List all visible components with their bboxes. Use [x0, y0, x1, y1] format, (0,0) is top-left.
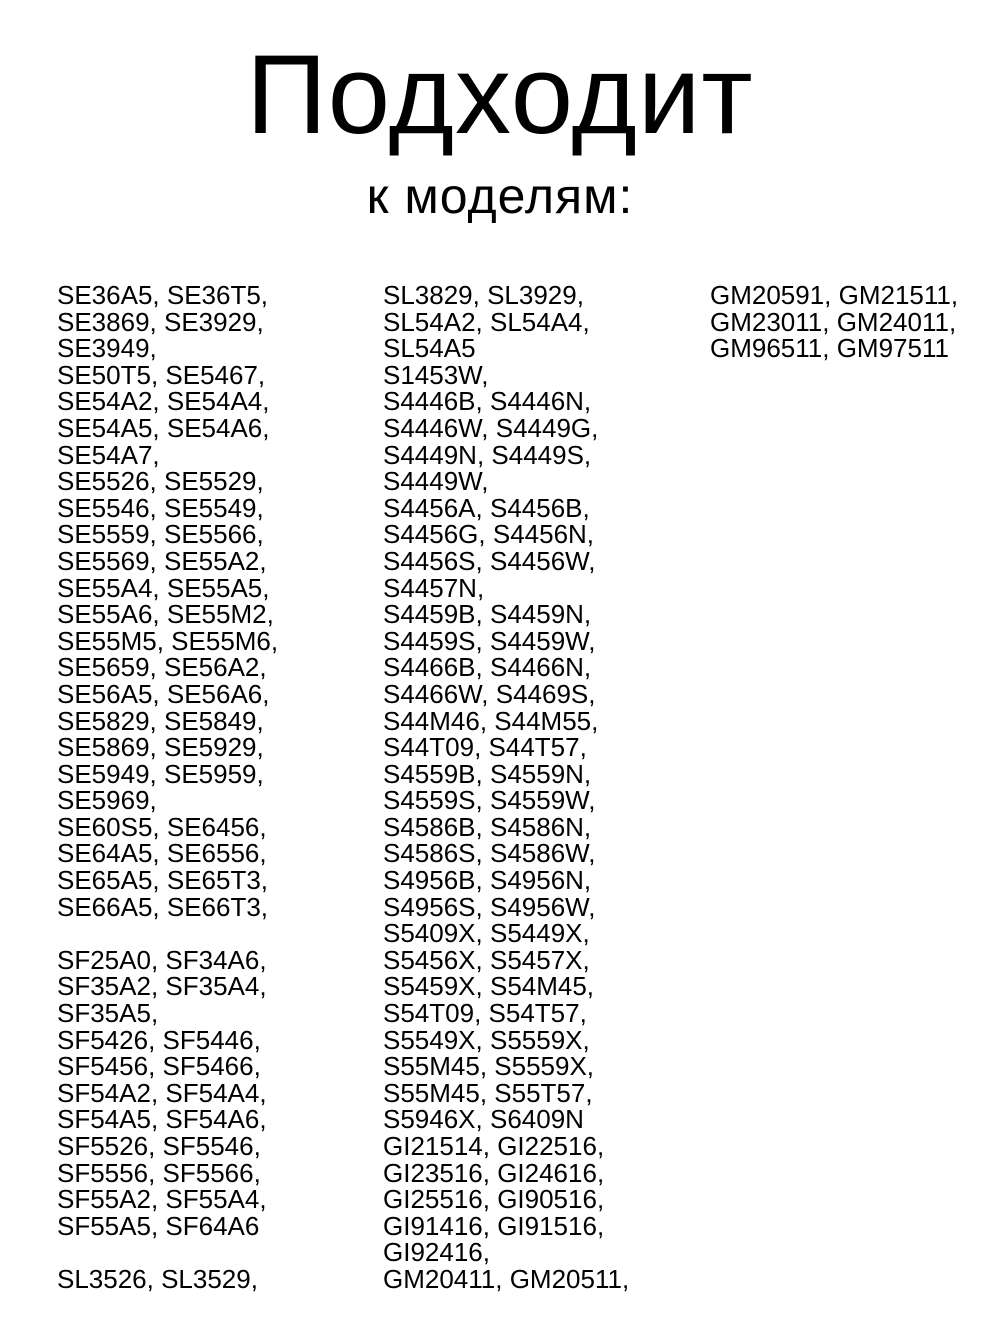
model-list-line: S5456X, S5457X, — [383, 944, 590, 975]
model-list-line: S5549X, S5559X, — [383, 1024, 590, 1055]
model-list-column-2 — [383, 282, 629, 1293]
model-list-line: S55M45, S55T57, — [383, 1077, 593, 1108]
model-list-line: SF5526, SF5546, — [57, 1131, 261, 1161]
model-list-line: SE60S5, SE6456, — [57, 811, 267, 842]
model-list-line: GI91416, GI91516, — [383, 1210, 605, 1241]
model-list-line: S55M45, S5559X, — [383, 1051, 595, 1082]
model-list-line: S4446W, S4449G, — [383, 412, 599, 443]
model-list-line: SE55A6, SE55M2, — [57, 599, 274, 630]
model-list-line: S4956S, S4956W, — [383, 891, 596, 922]
model-list-line: SF54A2, SF54A4, — [57, 1077, 267, 1108]
model-list-line — [57, 1239, 278, 1266]
model-list-line: SF5456, SF5466, — [57, 1051, 261, 1082]
model-list-line: SE5526, SE5529, — [57, 466, 264, 497]
model-list-line: S4456S, S4456W, — [383, 545, 596, 576]
model-list-line: S54T09, S54T57, — [383, 998, 587, 1029]
model-list-line: SF55A5, SF64A6 — [57, 1210, 260, 1241]
model-list-line: S4456G, S4456N, — [383, 519, 595, 550]
model-list-line: GI23516, GI24616, — [383, 1157, 605, 1188]
model-list-line: S4459S, S4459W, — [383, 625, 596, 656]
model-list-line: S5459X, S54M45, — [383, 971, 595, 1002]
model-list-line: SF54A5, SF54A6, — [57, 1104, 267, 1135]
model-list-line: S4457N, — [383, 572, 485, 603]
model-list-line: SF55A2, SF55A4, — [57, 1184, 267, 1215]
model-list-line: S4956B, S4956N, — [383, 865, 592, 896]
model-list-line: SL54A5 — [383, 333, 476, 364]
model-list-line: GM23011, GM24011, — [710, 306, 957, 337]
model-list-line: SE5869, SE5929, — [57, 732, 264, 763]
page-title: Подходит — [246, 32, 754, 157]
model-list-line: SF5426, SF5446, — [57, 1024, 261, 1055]
model-list-line: SE5546, SE5549, — [57, 492, 264, 523]
model-list-column-1 — [57, 282, 278, 1293]
model-list-line: GM96511, GM97511 — [710, 333, 949, 364]
model-list-line: GI25516, GI90516, — [383, 1184, 605, 1215]
model-list-line: SE3869, SE3929, — [57, 306, 264, 337]
model-list-line: SE54A2, SE54A4, — [57, 386, 270, 417]
model-list-line: SL54A2, SL54A4, — [383, 306, 590, 337]
model-list-line — [57, 920, 278, 947]
model-list-line: SE54A5, SE54A6, — [57, 412, 270, 443]
model-list-line: S4459B, S4459N, — [383, 599, 592, 630]
model-list-line: SE5559, SE5566, — [57, 519, 264, 550]
model-list-line: SE5949, SE5959, — [57, 758, 264, 789]
model-list-line: SE55M5, SE55M6, — [57, 625, 279, 656]
model-list-line: S5409X, S5449X, — [383, 918, 590, 949]
model-list-line: S4456A, S4456B, — [383, 492, 590, 523]
model-list-line: S4586S, S4586W, — [383, 838, 596, 869]
model-list-line: S4446B, S4446N, — [383, 386, 592, 417]
model-list-line: S1453W, — [383, 359, 489, 390]
model-list-line: SE36A5, SE36T5, — [57, 280, 269, 310]
model-list-line: SE66A5, SE66T3, — [57, 891, 269, 922]
model-list-line: S4466B, S4466N, — [383, 652, 592, 683]
model-list-line: S4449W, — [383, 466, 489, 497]
model-list-line: SE3949, — [57, 333, 157, 364]
model-list-line: S4466W, S4469S, — [383, 678, 596, 709]
model-list-line: S4586B, S4586N, — [383, 811, 592, 842]
model-list-line: SE5969, — [57, 785, 157, 816]
model-list-line: SE64A5, SE6556, — [57, 838, 267, 869]
model-list-line: SE55A4, SE55A5, — [57, 572, 270, 603]
model-list-line: SE54A7, — [57, 439, 160, 470]
model-list-line: S4559B, S4559N, — [383, 758, 592, 789]
model-list-line: SL3829, SL3929, — [383, 280, 584, 310]
model-list-line: GI92416, — [383, 1237, 490, 1268]
model-list-line: S4559S, S4559W, — [383, 785, 596, 816]
model-list-line: SE50T5, SE5467, — [57, 359, 266, 390]
model-list-line: S4449N, S4449S, — [383, 439, 592, 470]
model-list-line: SF35A5, — [57, 998, 159, 1029]
model-list-line: GI21514, GI22516, — [383, 1131, 605, 1161]
model-list-column-3 — [710, 282, 958, 362]
model-list-line: SF25A0, SF34A6, — [57, 944, 267, 975]
model-list-line: GM20591, GM21511, — [710, 280, 959, 310]
model-list-line: GM20411, GM20511, — [383, 1263, 630, 1294]
model-list-line: SE5569, SE55A2, — [57, 545, 267, 576]
model-list-line: SL3526, SL3529, — [57, 1263, 258, 1294]
model-list-line: SE5829, SE5849, — [57, 705, 264, 736]
page-subtitle: к моделям: — [366, 168, 634, 224]
model-list-line: SF35A2, SF35A4, — [57, 971, 267, 1002]
model-list-line: SF5556, SF5566, — [57, 1157, 261, 1188]
model-list-line: S5946X, S6409N — [383, 1104, 584, 1135]
model-list-line: S44M46, S44M55, — [383, 705, 599, 736]
model-list-line: SE56A5, SE56A6, — [57, 678, 270, 709]
model-list-line: S44T09, S44T57, — [383, 732, 587, 763]
model-list-line: SE5659, SE56A2, — [57, 652, 267, 683]
model-list-line: SE65A5, SE65T3, — [57, 865, 269, 896]
